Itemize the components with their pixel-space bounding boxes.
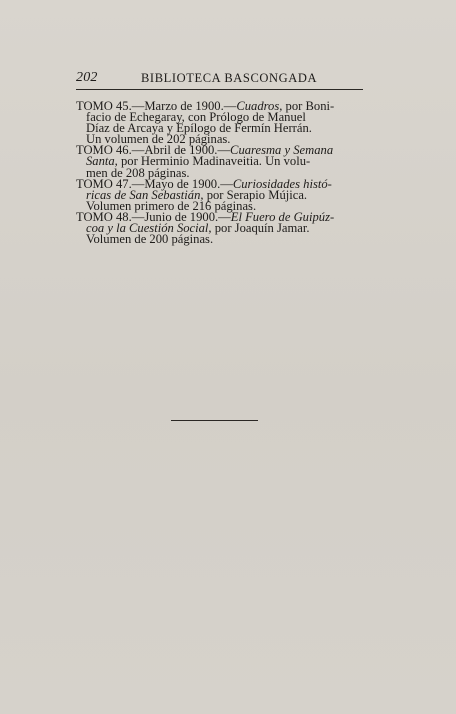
- entry-text: por Herminio Madinaveitia. Un volu-: [117, 154, 311, 169]
- entry-text: Volumen primero de 216 páginas.: [86, 198, 257, 213]
- entry-text: por Joaquín Jamar.: [211, 221, 310, 236]
- entry-text: Un volumen de 202 páginas.: [86, 132, 231, 147]
- entry-text: TOMO 47.—Mayo de 1900.—: [76, 176, 233, 191]
- volume-entry: [76, 176, 366, 213]
- entry-text: facio de Echegaray, con Prólogo de Manuel: [86, 110, 306, 125]
- entry-text: Díaz de Arcaya y Epílogo de Fermín Herrán.: [86, 121, 312, 136]
- entry-title-text: El Fuero de Guipúz-: [230, 209, 335, 224]
- entry-title-text: Curiosidades histó-: [232, 176, 332, 191]
- page-header: [76, 69, 363, 90]
- entry-title-text: Santa,: [86, 154, 118, 169]
- volume-entry: [76, 145, 366, 178]
- entry-line: [76, 234, 366, 245]
- volume-entry: [76, 209, 366, 247]
- entry-text: por Serapio Mújica.: [203, 187, 308, 202]
- page-number: 202: [76, 70, 98, 85]
- entry-text: TOMO 46.—Abril de 1900.—: [76, 143, 231, 158]
- entry-text: TOMO 48.—Junio de 1900.—: [76, 209, 231, 224]
- section-divider: [171, 420, 258, 421]
- entry-title-text: Cuaresma y Semana: [230, 143, 334, 158]
- entry-text: Volumen de 200 páginas.: [86, 232, 214, 247]
- volume-entry: [76, 101, 366, 145]
- entry-text: por Boni-: [282, 99, 335, 113]
- entry-title-text: ricas de San Sebastián,: [86, 187, 204, 202]
- entry-title-text: coa y la Cuestión Social,: [86, 221, 212, 236]
- volume-list: [76, 101, 366, 245]
- entry-title-text: Cuadros,: [236, 99, 283, 113]
- entry-text: men de 208 páginas.: [86, 165, 190, 180]
- running-head: BIBLIOTECA BASCONGADA: [141, 71, 318, 85]
- entry-text: TOMO 45.—Marzo de 1900.—: [76, 99, 237, 113]
